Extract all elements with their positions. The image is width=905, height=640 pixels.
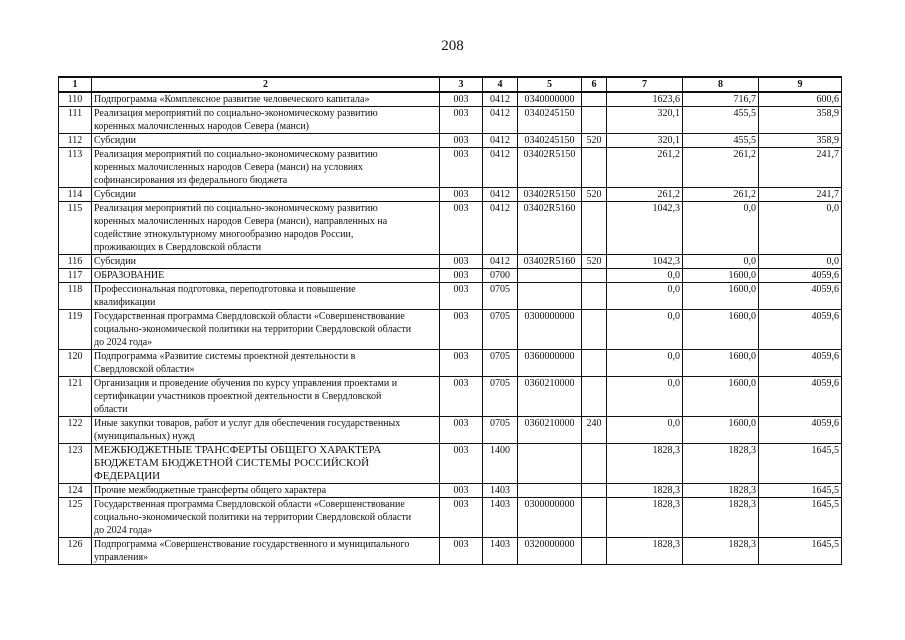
page-number: 208 — [441, 38, 464, 54]
row-name — [92, 538, 440, 565]
row-target-code: 03402R5160 — [518, 255, 582, 269]
row-value-col7: 0,0 — [607, 417, 683, 444]
row-target-code: 0360210000 — [518, 417, 582, 444]
row-admin-code: 003 — [440, 498, 483, 538]
row-value-col8: 0,0 — [683, 202, 759, 255]
row-expense-type — [582, 92, 607, 107]
header-col-5: 5 — [518, 77, 582, 92]
row-name-line: Субсидии — [94, 189, 136, 200]
header-row — [59, 77, 842, 92]
row-name-line: (муниципальных) нужд — [94, 431, 195, 442]
row-target-code: 03402R5160 — [518, 202, 582, 255]
table-row — [59, 538, 842, 565]
row-name — [92, 269, 440, 283]
table-row — [59, 92, 842, 107]
row-section-code: 0412 — [483, 92, 518, 107]
table-row — [59, 269, 842, 283]
row-value-col8: 0,0 — [683, 255, 759, 269]
row-target-code — [518, 444, 582, 484]
row-value-col9: 0,0 — [759, 255, 842, 269]
row-name — [92, 498, 440, 538]
row-number: 126 — [59, 538, 92, 565]
row-value-col8: 261,2 — [683, 188, 759, 202]
row-name-line: до 2024 года» — [94, 525, 153, 536]
row-expense-type — [582, 444, 607, 484]
header-col-8: 8 — [683, 77, 759, 92]
row-number: 116 — [59, 255, 92, 269]
row-target-code: 03402R5150 — [518, 188, 582, 202]
row-section-code: 0412 — [483, 148, 518, 188]
row-value-col9: 1645,5 — [759, 498, 842, 538]
row-value-col7: 1042,3 — [607, 255, 683, 269]
row-value-col7: 1828,3 — [607, 498, 683, 538]
row-target-code: 0360210000 — [518, 377, 582, 417]
row-target-code: 0320000000 — [518, 538, 582, 565]
row-name-line: Субсидии — [94, 135, 136, 146]
header-col-7: 7 — [607, 77, 683, 92]
row-name — [92, 188, 440, 202]
table-row — [59, 350, 842, 377]
row-admin-code: 003 — [440, 377, 483, 417]
row-target-code: 0360000000 — [518, 350, 582, 377]
row-admin-code: 003 — [440, 444, 483, 484]
row-name-line: Иные закупки товаров, работ и услуг для обеспечения государственных — [94, 418, 401, 429]
table-row — [59, 444, 842, 484]
row-name-line: Подпрограмма «Комплексное развитие человеческого капитала» — [94, 94, 370, 105]
row-expense-type: 520 — [582, 255, 607, 269]
row-expense-type — [582, 107, 607, 134]
row-section-code: 1403 — [483, 498, 518, 538]
row-expense-type — [582, 498, 607, 538]
row-name-line: Реализация мероприятий по социально-экономическому развитию — [94, 108, 378, 119]
table-row — [59, 134, 842, 148]
row-admin-code: 003 — [440, 107, 483, 134]
row-name-line: квалификации — [94, 297, 156, 308]
row-expense-type — [582, 269, 607, 283]
row-value-col9: 241,7 — [759, 188, 842, 202]
row-number: 110 — [59, 92, 92, 107]
row-name-line: софинансирования из федерального бюджета — [94, 175, 288, 186]
row-name — [92, 202, 440, 255]
row-value-col7: 0,0 — [607, 283, 683, 310]
row-number: 120 — [59, 350, 92, 377]
header-col-6: 6 — [582, 77, 607, 92]
row-name-line: социально-экономической политики на территории Свердловской области — [94, 512, 412, 523]
row-name-line: управления» — [94, 552, 149, 563]
table-row — [59, 283, 842, 310]
row-number: 123 — [59, 444, 92, 484]
row-value-col7: 261,2 — [607, 188, 683, 202]
row-target-code: 0300000000 — [518, 498, 582, 538]
row-value-col7: 320,1 — [607, 134, 683, 148]
row-value-col7: 0,0 — [607, 377, 683, 417]
row-admin-code: 003 — [440, 148, 483, 188]
row-value-col9: 4059,6 — [759, 310, 842, 350]
table-row — [59, 107, 842, 134]
table-row — [59, 498, 842, 538]
row-value-col8: 1828,3 — [683, 444, 759, 484]
row-name-line: содействие этнокультурному многообразию народов России, — [94, 229, 354, 240]
table-row — [59, 188, 842, 202]
header-col-2: 2 — [92, 77, 440, 92]
row-admin-code: 003 — [440, 350, 483, 377]
row-value-col9: 4059,6 — [759, 269, 842, 283]
table-row — [59, 377, 842, 417]
row-target-code: 0340245150 — [518, 134, 582, 148]
row-name — [92, 350, 440, 377]
row-number: 122 — [59, 417, 92, 444]
row-admin-code: 003 — [440, 283, 483, 310]
row-admin-code: 003 — [440, 134, 483, 148]
row-admin-code: 003 — [440, 202, 483, 255]
table-row — [59, 310, 842, 350]
row-name-line: МЕЖБЮДЖЕТНЫЕ ТРАНСФЕРТЫ ОБЩЕГО ХАРАКТЕРА — [94, 444, 382, 456]
row-name-line: коренных малочисленных народов Севера (манси) — [94, 121, 309, 132]
row-value-col8: 1600,0 — [683, 350, 759, 377]
row-value-col8: 261,2 — [683, 148, 759, 188]
row-section-code: 0700 — [483, 269, 518, 283]
row-name-line: до 2024 года» — [94, 337, 153, 348]
row-section-code: 0705 — [483, 283, 518, 310]
row-target-code: 0340000000 — [518, 92, 582, 107]
row-value-col9: 4059,6 — [759, 283, 842, 310]
row-value-col9: 358,9 — [759, 134, 842, 148]
header-col-4: 4 — [483, 77, 518, 92]
row-name-line: БЮДЖЕТАМ БЮДЖЕТНОЙ СИСТЕМЫ РОССИЙСКОЙ ФЕДЕРАЦИИ — [94, 457, 370, 482]
row-expense-type — [582, 148, 607, 188]
row-name-line: сертификации участников проектной деятельности в Свердловской — [94, 391, 382, 402]
row-admin-code: 003 — [440, 484, 483, 498]
row-target-code: 0300000000 — [518, 310, 582, 350]
table-row — [59, 417, 842, 444]
row-admin-code: 003 — [440, 255, 483, 269]
row-expense-type: 240 — [582, 417, 607, 444]
row-value-col9: 600,6 — [759, 92, 842, 107]
row-value-col9: 4059,6 — [759, 350, 842, 377]
row-name — [92, 484, 440, 498]
row-value-col9: 4059,6 — [759, 417, 842, 444]
row-name — [92, 148, 440, 188]
row-name — [92, 107, 440, 134]
row-expense-type — [582, 377, 607, 417]
row-name-line: социально-экономической политики на территории Свердловской области — [94, 324, 412, 335]
row-section-code: 1403 — [483, 538, 518, 565]
row-target-code: 0340245150 — [518, 107, 582, 134]
row-admin-code: 003 — [440, 269, 483, 283]
row-value-col8: 1600,0 — [683, 269, 759, 283]
row-admin-code: 003 — [440, 417, 483, 444]
row-value-col9: 4059,6 — [759, 377, 842, 417]
row-value-col8: 1828,3 — [683, 484, 759, 498]
row-number: 112 — [59, 134, 92, 148]
row-section-code: 0412 — [483, 188, 518, 202]
row-admin-code: 003 — [440, 310, 483, 350]
budget-table — [58, 76, 842, 565]
row-name-line: Подпрограмма «Развитие системы проектной деятельности в — [94, 351, 356, 362]
row-target-code: 03402R5150 — [518, 148, 582, 188]
row-section-code: 0412 — [483, 255, 518, 269]
row-name-line: Свердловской области» — [94, 364, 195, 375]
row-name — [92, 255, 440, 269]
row-name — [92, 377, 440, 417]
table-row — [59, 255, 842, 269]
row-name-line: области — [94, 404, 128, 415]
row-name-line: коренных малочисленных народов Севера (манси) на условиях — [94, 162, 363, 173]
row-name-line: Прочие межбюджетные трансферты общего характера — [94, 485, 327, 496]
row-value-col9: 1645,5 — [759, 444, 842, 484]
row-admin-code: 003 — [440, 538, 483, 565]
table-body — [59, 92, 842, 565]
row-name-line: Реализация мероприятий по социально-экономическому развитию — [94, 203, 378, 214]
row-expense-type — [582, 310, 607, 350]
header-col-1: 1 — [59, 77, 92, 92]
row-name-line: ОБРАЗОВАНИЕ — [94, 270, 165, 281]
row-value-col8: 716,7 — [683, 92, 759, 107]
row-name-line: Реализация мероприятий по социально-экономическому развитию — [94, 149, 378, 160]
row-name — [92, 417, 440, 444]
row-value-col9: 358,9 — [759, 107, 842, 134]
table-row — [59, 148, 842, 188]
row-expense-type: 520 — [582, 134, 607, 148]
row-section-code: 0705 — [483, 417, 518, 444]
row-value-col7: 1623,6 — [607, 92, 683, 107]
row-value-col9: 241,7 — [759, 148, 842, 188]
row-expense-type — [582, 283, 607, 310]
row-section-code: 1400 — [483, 444, 518, 484]
row-value-col8: 455,5 — [683, 107, 759, 134]
row-target-code — [518, 283, 582, 310]
row-name-line: Подпрограмма «Совершенствование государственного и муниципального — [94, 539, 410, 550]
row-value-col8: 1828,3 — [683, 498, 759, 538]
header-col-9: 9 — [759, 77, 842, 92]
row-value-col7: 0,0 — [607, 269, 683, 283]
row-value-col9: 0,0 — [759, 202, 842, 255]
row-expense-type — [582, 350, 607, 377]
row-expense-type — [582, 484, 607, 498]
header-col-3: 3 — [440, 77, 483, 92]
row-section-code: 0412 — [483, 202, 518, 255]
row-value-col8: 1600,0 — [683, 417, 759, 444]
row-number: 119 — [59, 310, 92, 350]
row-value-col8: 1600,0 — [683, 377, 759, 417]
row-value-col9: 1645,5 — [759, 538, 842, 565]
row-value-col8: 1600,0 — [683, 310, 759, 350]
table-row — [59, 202, 842, 255]
row-name — [92, 134, 440, 148]
row-number: 117 — [59, 269, 92, 283]
row-number: 124 — [59, 484, 92, 498]
row-number: 115 — [59, 202, 92, 255]
row-value-col7: 0,0 — [607, 350, 683, 377]
row-admin-code: 003 — [440, 188, 483, 202]
row-name-line: проживающих в Свердловской области — [94, 242, 262, 253]
row-section-code: 0412 — [483, 107, 518, 134]
row-section-code: 0705 — [483, 350, 518, 377]
row-expense-type — [582, 538, 607, 565]
row-value-col8: 1600,0 — [683, 283, 759, 310]
row-number: 114 — [59, 188, 92, 202]
row-name-line: Профессиональная подготовка, переподготовка и повышение — [94, 284, 356, 295]
row-number: 121 — [59, 377, 92, 417]
row-name — [92, 92, 440, 107]
row-name — [92, 283, 440, 310]
row-number: 111 — [59, 107, 92, 134]
row-name-line: Государственная программа Свердловской области «Совершенствование — [94, 311, 405, 322]
row-expense-type: 520 — [582, 188, 607, 202]
row-value-col7: 320,1 — [607, 107, 683, 134]
row-target-code — [518, 484, 582, 498]
row-value-col7: 1828,3 — [607, 484, 683, 498]
row-section-code: 0705 — [483, 377, 518, 417]
row-section-code: 0705 — [483, 310, 518, 350]
row-value-col8: 455,5 — [683, 134, 759, 148]
row-name — [92, 444, 440, 484]
row-value-col7: 1042,3 — [607, 202, 683, 255]
table-row — [59, 484, 842, 498]
row-target-code — [518, 269, 582, 283]
row-name-line: коренных малочисленных народов Севера (манси), направленных на — [94, 216, 388, 227]
row-name-line: Государственная программа Свердловской области «Совершенствование — [94, 499, 405, 510]
row-number: 113 — [59, 148, 92, 188]
row-value-col7: 261,2 — [607, 148, 683, 188]
row-number: 125 — [59, 498, 92, 538]
row-value-col9: 1645,5 — [759, 484, 842, 498]
row-value-col7: 0,0 — [607, 310, 683, 350]
row-value-col7: 1828,3 — [607, 444, 683, 484]
row-number: 118 — [59, 283, 92, 310]
row-section-code: 0412 — [483, 134, 518, 148]
row-name-line: Организация и проведение обучения по курсу управления проектами и — [94, 378, 398, 389]
row-admin-code: 003 — [440, 92, 483, 107]
row-value-col8: 1828,3 — [683, 538, 759, 565]
row-value-col7: 1828,3 — [607, 538, 683, 565]
row-section-code: 1403 — [483, 484, 518, 498]
row-expense-type — [582, 202, 607, 255]
row-name — [92, 310, 440, 350]
row-name-line: Субсидии — [94, 256, 136, 267]
